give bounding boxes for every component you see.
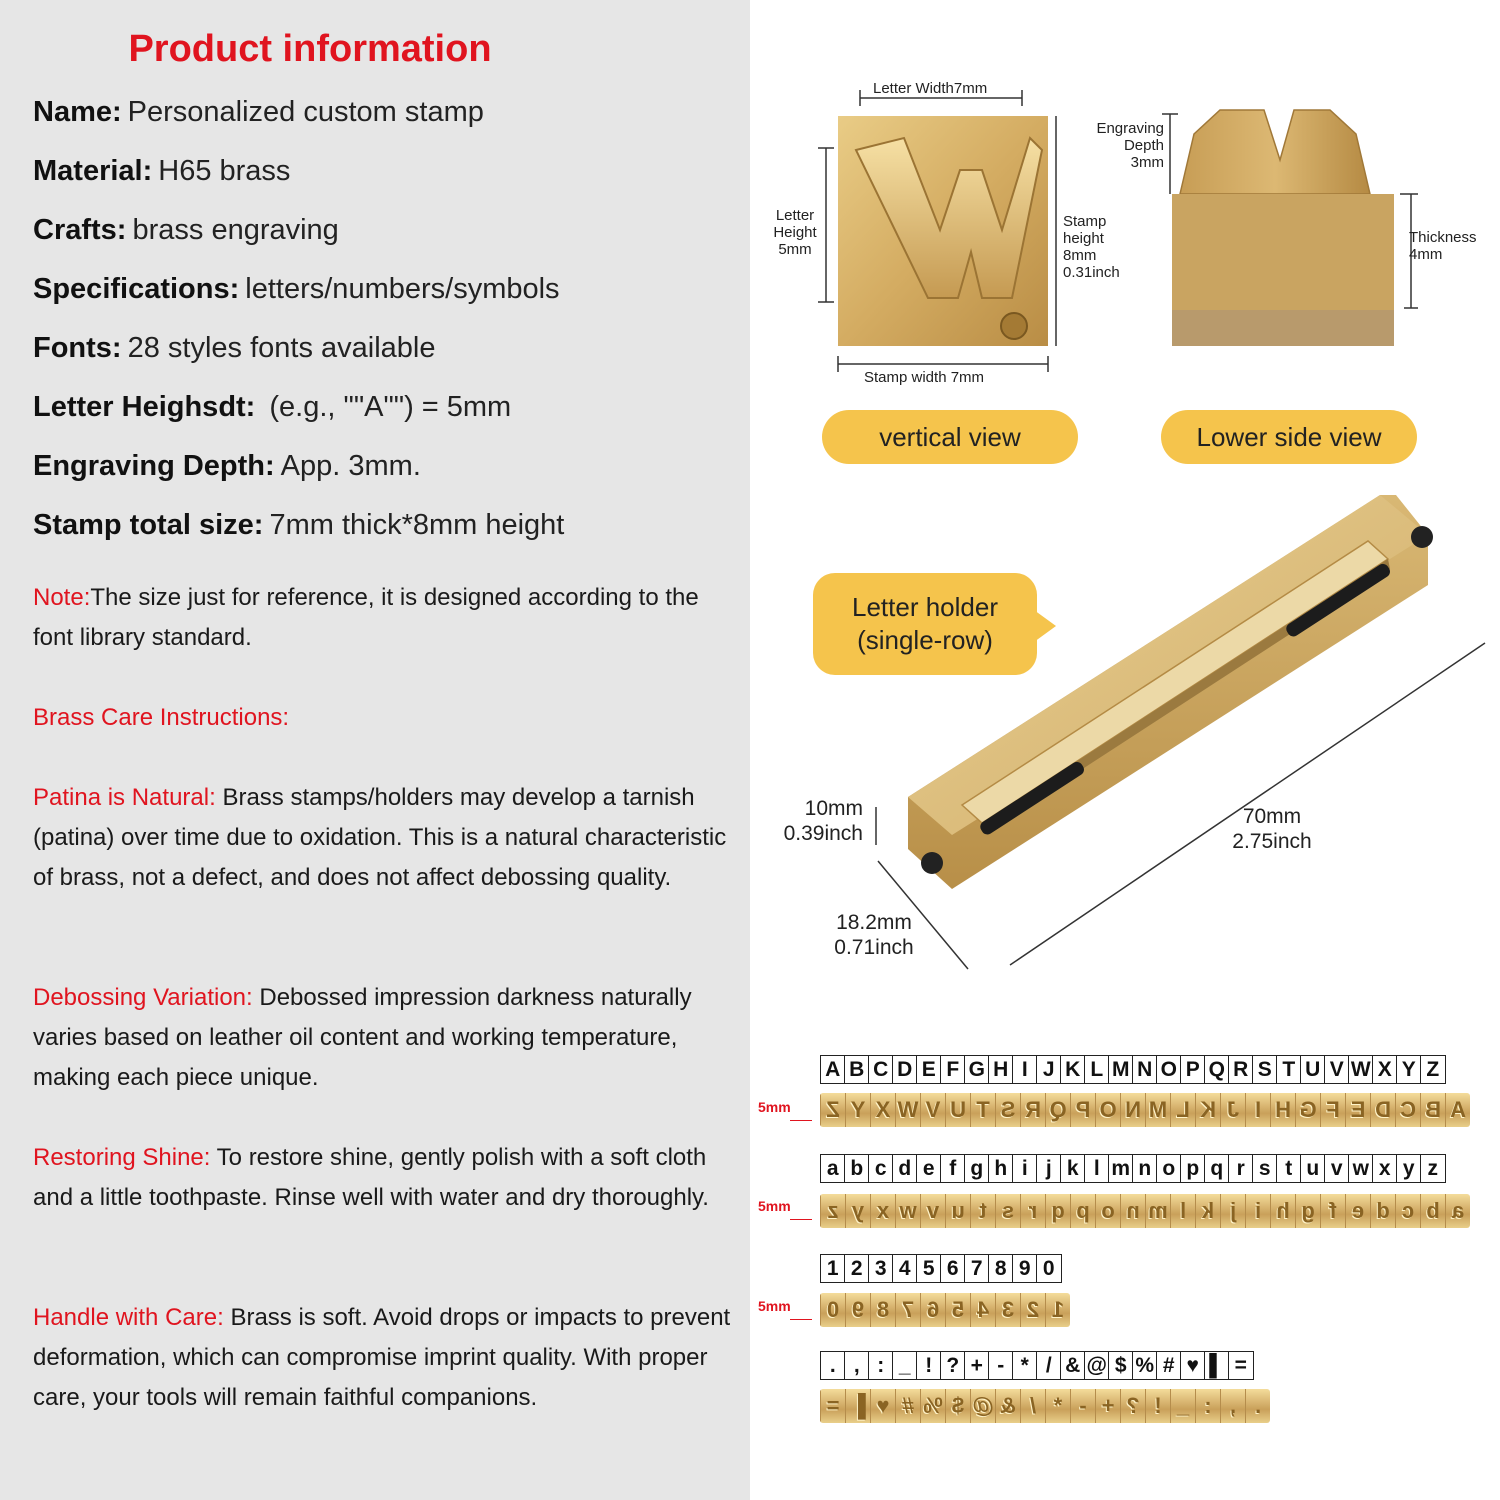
letter-holder-bubble: Letter holder (single-row) bbox=[813, 573, 1037, 675]
char-digits-5: 6 bbox=[940, 1254, 966, 1283]
uppercase-size-line bbox=[790, 1120, 812, 1121]
char-upper-0: A bbox=[820, 1055, 846, 1084]
stamp-upper-18: S bbox=[995, 1093, 1020, 1127]
spec-material: Material: H65 brass bbox=[33, 155, 291, 187]
char-upper-3: D bbox=[892, 1055, 918, 1084]
stamp-width-label: Stamp width 7mm bbox=[864, 369, 985, 386]
stamp-lower-11: l bbox=[1170, 1194, 1195, 1228]
char-upper-11: L bbox=[1084, 1055, 1110, 1084]
char-lower-19: t bbox=[1276, 1154, 1302, 1183]
stamp-upper-8: I bbox=[1245, 1093, 1270, 1127]
stamp-upper-20: U bbox=[945, 1093, 970, 1127]
char-lower-24: y bbox=[1396, 1154, 1422, 1183]
symbols-stamps bbox=[820, 1389, 1270, 1423]
stamp-symbols-7: - bbox=[1070, 1389, 1095, 1423]
char-upper-5: F bbox=[940, 1055, 966, 1084]
char-upper-18: S bbox=[1252, 1055, 1278, 1084]
char-lower-3: d bbox=[892, 1154, 918, 1183]
stamp-upper-21: V bbox=[920, 1093, 945, 1127]
char-digits-1: 2 bbox=[844, 1254, 870, 1283]
char-lower-2: c bbox=[868, 1154, 894, 1183]
char-lower-11: l bbox=[1084, 1154, 1110, 1183]
char-digits-8: 9 bbox=[1012, 1254, 1038, 1283]
lower-side-view-badge: Lower side view bbox=[1161, 410, 1417, 464]
char-digits-0: 1 bbox=[820, 1254, 846, 1283]
char-symbols-7: - bbox=[988, 1351, 1014, 1380]
spec-letter-height: Letter Heighsdt: (e.g., ""A"") = 5mm bbox=[33, 391, 512, 423]
char-lower-14: o bbox=[1156, 1154, 1182, 1183]
stamp-upper-4: E bbox=[1345, 1093, 1370, 1127]
char-symbols-0: . bbox=[820, 1351, 846, 1380]
stamp-upper-7: H bbox=[1270, 1093, 1295, 1127]
char-symbols-4: ! bbox=[916, 1351, 942, 1380]
stamp-digits-9: 0 bbox=[820, 1293, 845, 1327]
char-lower-18: s bbox=[1252, 1154, 1278, 1183]
stamp-upper-2: C bbox=[1395, 1093, 1420, 1127]
stamp-upper-16: Q bbox=[1045, 1093, 1070, 1127]
char-lower-21: v bbox=[1324, 1154, 1350, 1183]
char-lower-22: w bbox=[1348, 1154, 1374, 1183]
char-upper-15: P bbox=[1180, 1055, 1206, 1084]
char-symbols-15: ♥ bbox=[1180, 1351, 1206, 1380]
stamp-symbols-3: _ bbox=[1170, 1389, 1195, 1423]
char-upper-22: W bbox=[1348, 1055, 1374, 1084]
stamp-upper-11: L bbox=[1170, 1093, 1195, 1127]
char-lower-15: p bbox=[1180, 1154, 1206, 1183]
char-symbols-11: @ bbox=[1084, 1351, 1110, 1380]
stamp-lower-17: r bbox=[1020, 1194, 1045, 1228]
stamp-lower-24: y bbox=[845, 1194, 870, 1228]
holder-length-label: 70mm 2.75inch bbox=[1232, 805, 1312, 853]
stamp-upper-0: A bbox=[1445, 1093, 1470, 1127]
char-digits-2: 3 bbox=[868, 1254, 894, 1283]
care-patina: Patina is Natural: Brass stamps/holders may develop a tarnish (patina) over time due to oxidation. This is a natural characteristic of brass, not a defect, and does not affect debossing quality. bbox=[33, 784, 727, 891]
stamp-lower-18: s bbox=[995, 1194, 1020, 1228]
lower-side-view-stamp bbox=[1160, 100, 1490, 350]
char-digits-9: 0 bbox=[1036, 1254, 1062, 1283]
char-upper-20: U bbox=[1300, 1055, 1326, 1084]
stamp-symbols-5: ? bbox=[1120, 1389, 1145, 1423]
stamp-digits-7: 8 bbox=[870, 1293, 895, 1327]
stamp-lower-25: z bbox=[820, 1194, 845, 1228]
char-upper-21: V bbox=[1324, 1055, 1350, 1084]
char-digits-3: 4 bbox=[892, 1254, 918, 1283]
stamp-symbols-1: , bbox=[1220, 1389, 1245, 1423]
holder-width-label: 18.2mm 0.71inch bbox=[834, 911, 914, 959]
stamp-lower-19: t bbox=[970, 1194, 995, 1228]
char-digits-4: 5 bbox=[916, 1254, 942, 1283]
letter-holder-image bbox=[860, 485, 1500, 985]
stamp-lower-23: x bbox=[870, 1194, 895, 1228]
care-handle: Handle with Care: Brass is soft. Avoid drops or impacts to prevent deformation, which can compromise imprint quality. With proper care, your tools will remain faithful companions. bbox=[33, 1304, 731, 1411]
note-paragraph: Note:The size just for reference, it is designed according to the font library standard. bbox=[33, 584, 699, 651]
stamp-symbols-8: * bbox=[1045, 1389, 1070, 1423]
digits-size-label: 5mm bbox=[758, 1298, 791, 1314]
char-symbols-10: & bbox=[1060, 1351, 1086, 1380]
char-lower-16: q bbox=[1204, 1154, 1230, 1183]
char-symbols-6: + bbox=[964, 1351, 990, 1380]
stamp-lower-15: p bbox=[1070, 1194, 1095, 1228]
char-lower-1: b bbox=[844, 1154, 870, 1183]
uppercase-stamps bbox=[820, 1093, 1470, 1127]
char-symbols-14: # bbox=[1156, 1351, 1182, 1380]
engraving-depth-label: Engraving Depth 3mm bbox=[1096, 120, 1164, 171]
stamp-lower-1: b bbox=[1420, 1194, 1445, 1228]
letter-width-label: Letter Width7mm bbox=[873, 80, 988, 97]
vertical-view-badge: vertical view bbox=[822, 410, 1078, 464]
char-upper-12: M bbox=[1108, 1055, 1134, 1084]
stamp-upper-5: F bbox=[1320, 1093, 1345, 1127]
lowercase-grid bbox=[820, 1154, 1444, 1183]
stamp-upper-9: J bbox=[1220, 1093, 1245, 1127]
char-lower-0: a bbox=[820, 1154, 846, 1183]
stamp-lower-4: e bbox=[1345, 1194, 1370, 1228]
char-upper-25: Z bbox=[1420, 1055, 1446, 1084]
char-upper-7: H bbox=[988, 1055, 1014, 1084]
char-digits-7: 8 bbox=[988, 1254, 1014, 1283]
char-lower-9: j bbox=[1036, 1154, 1062, 1183]
char-symbols-3: _ bbox=[892, 1351, 918, 1380]
stamp-symbols-15: ♥ bbox=[870, 1389, 895, 1423]
care-title: Brass Care Instructions: bbox=[33, 704, 290, 731]
stamp-symbols-4: ! bbox=[1145, 1389, 1170, 1423]
stamp-lower-3: d bbox=[1370, 1194, 1395, 1228]
stamp-lower-6: g bbox=[1295, 1194, 1320, 1228]
stamp-symbols-10: & bbox=[995, 1389, 1020, 1423]
stamp-upper-15: P bbox=[1070, 1093, 1095, 1127]
spec-engraving-depth: Engraving Depth: App. 3mm. bbox=[33, 450, 421, 482]
stamp-digits-1: 2 bbox=[1020, 1293, 1045, 1327]
char-lower-25: z bbox=[1420, 1154, 1446, 1183]
char-upper-14: O bbox=[1156, 1055, 1182, 1084]
stamp-upper-10: K bbox=[1195, 1093, 1220, 1127]
spec-total-size: Stamp total size: 7mm thick*8mm height bbox=[33, 509, 565, 541]
stamp-upper-6: G bbox=[1295, 1093, 1320, 1127]
char-lower-7: h bbox=[988, 1154, 1014, 1183]
stamp-symbols-16: ▌ bbox=[845, 1389, 870, 1423]
char-symbols-2: : bbox=[868, 1351, 894, 1380]
char-lower-8: i bbox=[1012, 1154, 1038, 1183]
char-symbols-13: % bbox=[1132, 1351, 1158, 1380]
char-symbols-8: * bbox=[1012, 1351, 1038, 1380]
stamp-upper-3: D bbox=[1370, 1093, 1395, 1127]
stamp-symbols-6: + bbox=[1095, 1389, 1120, 1423]
stamp-lower-14: o bbox=[1095, 1194, 1120, 1228]
char-lower-17: r bbox=[1228, 1154, 1254, 1183]
char-symbols-1: , bbox=[844, 1351, 870, 1380]
char-upper-16: Q bbox=[1204, 1055, 1230, 1084]
stamp-lower-20: u bbox=[945, 1194, 970, 1228]
stamp-digits-6: 7 bbox=[895, 1293, 920, 1327]
char-upper-8: I bbox=[1012, 1055, 1038, 1084]
stamp-lower-8: i bbox=[1245, 1194, 1270, 1228]
stamp-upper-12: M bbox=[1145, 1093, 1170, 1127]
spec-fonts: Fonts: 28 styles fonts available bbox=[33, 332, 436, 364]
spec-specifications: Specifications: letters/numbers/symbols bbox=[33, 273, 560, 305]
stamp-symbols-13: % bbox=[920, 1389, 945, 1423]
char-upper-13: N bbox=[1132, 1055, 1158, 1084]
char-upper-17: R bbox=[1228, 1055, 1254, 1084]
stamp-symbols-0: . bbox=[1245, 1389, 1270, 1423]
char-lower-4: e bbox=[916, 1154, 942, 1183]
stamp-lower-10: k bbox=[1195, 1194, 1220, 1228]
stamp-digits-4: 5 bbox=[945, 1293, 970, 1327]
stamp-upper-24: Y bbox=[845, 1093, 870, 1127]
char-upper-10: K bbox=[1060, 1055, 1086, 1084]
char-lower-23: x bbox=[1372, 1154, 1398, 1183]
stamp-digits-5: 6 bbox=[920, 1293, 945, 1327]
spec-name: Name: Personalized custom stamp bbox=[33, 96, 484, 128]
char-digits-6: 7 bbox=[964, 1254, 990, 1283]
stamp-lower-2: c bbox=[1395, 1194, 1420, 1228]
stamp-upper-13: N bbox=[1120, 1093, 1145, 1127]
stamp-digits-2: 3 bbox=[995, 1293, 1020, 1327]
lowercase-stamps bbox=[820, 1194, 1470, 1228]
stamp-symbols-17: = bbox=[820, 1389, 845, 1423]
char-upper-24: Y bbox=[1396, 1055, 1422, 1084]
char-upper-2: C bbox=[868, 1055, 894, 1084]
stamp-height-label: Stamp height 8mm 0.31inch bbox=[1063, 213, 1120, 281]
stamp-symbols-2: : bbox=[1195, 1389, 1220, 1423]
stamp-upper-25: Z bbox=[820, 1093, 845, 1127]
char-upper-9: J bbox=[1036, 1055, 1062, 1084]
spec-crafts: Crafts: brass engraving bbox=[33, 214, 339, 246]
stamp-lower-16: q bbox=[1045, 1194, 1070, 1228]
char-upper-6: G bbox=[964, 1055, 990, 1084]
uppercase-grid bbox=[820, 1055, 1444, 1084]
char-symbols-16: ▌ bbox=[1204, 1351, 1230, 1380]
char-upper-4: E bbox=[916, 1055, 942, 1084]
letter-height-label: Letter Height 5mm bbox=[773, 207, 817, 258]
stamp-digits-3: 4 bbox=[970, 1293, 995, 1327]
stamp-upper-19: T bbox=[970, 1093, 995, 1127]
stamp-lower-13: n bbox=[1120, 1194, 1145, 1228]
thickness-label: Thickness 4mm bbox=[1409, 229, 1477, 263]
char-lower-6: g bbox=[964, 1154, 990, 1183]
stamp-upper-23: X bbox=[870, 1093, 895, 1127]
char-symbols-12: $ bbox=[1108, 1351, 1134, 1380]
char-lower-10: k bbox=[1060, 1154, 1086, 1183]
stamp-digits-8: 9 bbox=[845, 1293, 870, 1327]
holder-height-label: 10mm 0.39inch bbox=[783, 797, 863, 845]
char-symbols-17: = bbox=[1228, 1351, 1254, 1380]
stamp-lower-5: f bbox=[1320, 1194, 1345, 1228]
stamp-lower-9: j bbox=[1220, 1194, 1245, 1228]
stamp-lower-21: v bbox=[920, 1194, 945, 1228]
stamp-lower-12: m bbox=[1145, 1194, 1170, 1228]
product-info-title: Product information bbox=[128, 28, 492, 70]
stamp-symbols-9: / bbox=[1020, 1389, 1045, 1423]
char-lower-12: m bbox=[1108, 1154, 1134, 1183]
lowercase-size-label: 5mm bbox=[758, 1198, 791, 1214]
char-lower-5: f bbox=[940, 1154, 966, 1183]
stamp-symbols-14: # bbox=[895, 1389, 920, 1423]
stamp-symbols-11: @ bbox=[970, 1389, 995, 1423]
char-upper-23: X bbox=[1372, 1055, 1398, 1084]
char-lower-13: n bbox=[1132, 1154, 1158, 1183]
digits-grid bbox=[820, 1254, 1060, 1283]
char-lower-20: u bbox=[1300, 1154, 1326, 1183]
lowercase-size-line bbox=[790, 1219, 812, 1220]
char-symbols-9: / bbox=[1036, 1351, 1062, 1380]
stamp-upper-1: B bbox=[1420, 1093, 1445, 1127]
care-shine: Restoring Shine: To restore shine, gently polish with a soft cloth and a little toothpaste. Rinse well with water and dry thoroughly. bbox=[33, 1144, 709, 1211]
uppercase-size-label: 5mm bbox=[758, 1099, 791, 1115]
stamp-digits-0: 1 bbox=[1045, 1293, 1070, 1327]
stamp-symbols-12: $ bbox=[945, 1389, 970, 1423]
char-upper-1: B bbox=[844, 1055, 870, 1084]
stamp-lower-22: w bbox=[895, 1194, 920, 1228]
symbols-grid bbox=[820, 1351, 1252, 1380]
stamp-upper-22: W bbox=[895, 1093, 920, 1127]
stamp-upper-17: R bbox=[1020, 1093, 1045, 1127]
digits-stamps bbox=[820, 1293, 1070, 1327]
char-symbols-5: ? bbox=[940, 1351, 966, 1380]
digits-size-line bbox=[790, 1319, 812, 1320]
stamp-lower-0: a bbox=[1445, 1194, 1470, 1228]
stamp-upper-14: O bbox=[1095, 1093, 1120, 1127]
stamp-lower-7: h bbox=[1270, 1194, 1295, 1228]
care-debossing: Debossing Variation: Debossed impression darkness naturally varies based on leather oil content and working temperature, making each piece unique. bbox=[33, 984, 692, 1091]
char-upper-19: T bbox=[1276, 1055, 1302, 1084]
